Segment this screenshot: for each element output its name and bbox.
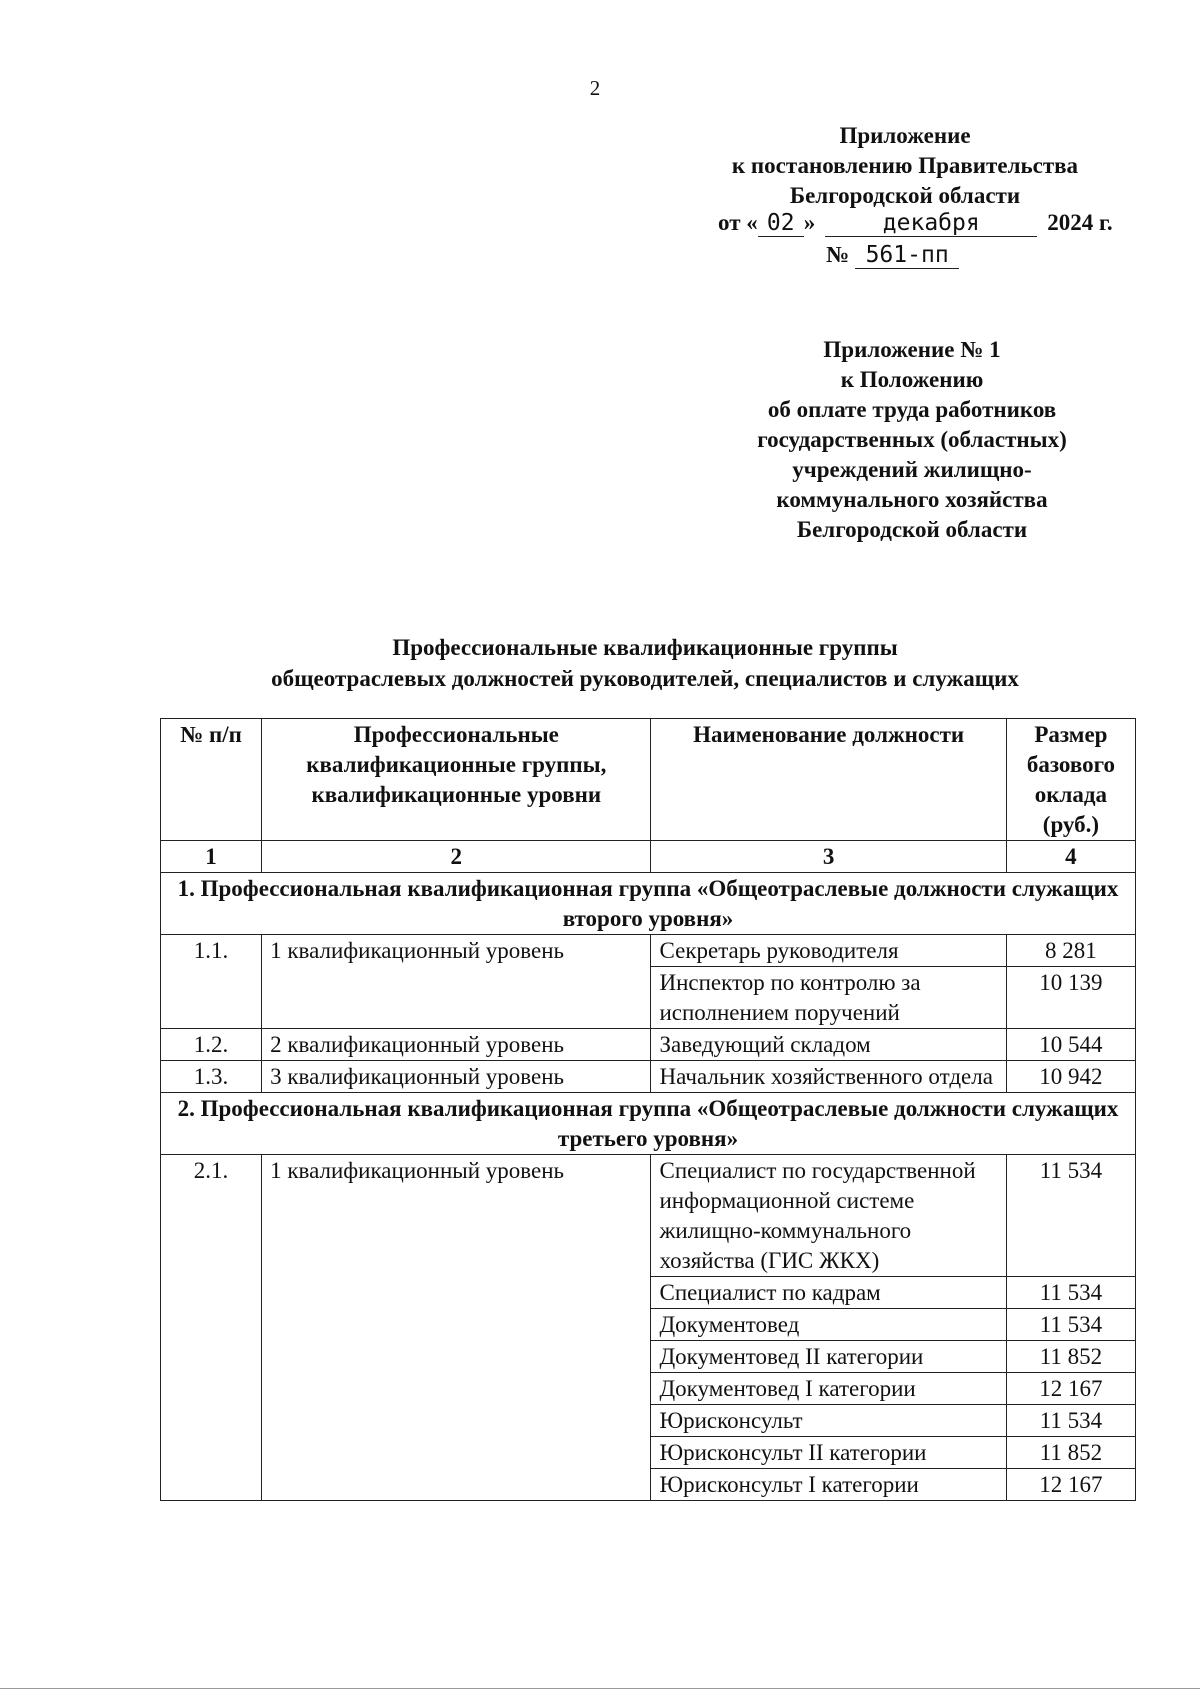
col-number: 2: [262, 841, 651, 873]
appendix2-line: Белгородской области: [796, 517, 1028, 542]
appendix2-line: об оплате труда работников: [767, 397, 1057, 422]
appendix-title: Приложение: [839, 123, 971, 148]
table-row: [161, 1155, 1136, 1277]
appendix2-line: коммунального хозяйства: [776, 487, 1048, 512]
title-line-2: общеотраслевых должностей руководителей, специалистов и служащих: [271, 666, 1019, 691]
row-number: 1.1.: [161, 935, 262, 1029]
row-number: 1.3.: [161, 1061, 262, 1093]
position-name: Специалист по кадрам: [651, 1277, 1006, 1309]
salary-value: 11 852: [1006, 1437, 1135, 1469]
position-name: Юрисконсульт I категории: [651, 1469, 1006, 1501]
salary-value: 12 167: [1006, 1373, 1135, 1405]
page-bottom-edge: [0, 1688, 1200, 1689]
salary-value: 12 167: [1006, 1469, 1135, 1501]
column-numbers-row: [161, 841, 1136, 873]
position-name: Документовед II категории: [651, 1341, 1006, 1373]
table-row: [161, 1029, 1136, 1061]
appendix2-line: Приложение № 1: [823, 337, 1001, 362]
position-name: Юрисконсульт: [651, 1405, 1006, 1437]
group-row: [161, 873, 1136, 935]
row-number: 2.1.: [161, 1155, 262, 1501]
table-header-row: [161, 719, 1136, 841]
page-number: 2: [589, 76, 601, 100]
salary-value: 11 534: [1006, 1309, 1135, 1341]
salary-value: 10 139: [1006, 967, 1135, 1029]
salary-value: 11 534: [1006, 1277, 1135, 1309]
appendix-date: [718, 210, 1113, 237]
salary-value: 11 534: [1006, 1155, 1135, 1277]
header-num: № п/п: [161, 719, 262, 841]
group-row: [161, 1093, 1136, 1155]
qualification-level: 3 квалификационный уровень: [262, 1061, 651, 1093]
date-mid: »: [803, 210, 816, 235]
salary-value: 11 534: [1006, 1405, 1135, 1437]
date-year: 2024 г.: [1047, 210, 1113, 235]
date-day: 02: [758, 210, 804, 237]
qualification-level: 2 квалификационный уровень: [262, 1029, 651, 1061]
appendix-number: [826, 242, 959, 269]
position-name: Документовед: [651, 1309, 1006, 1341]
position-name: Документовед I категории: [651, 1373, 1006, 1405]
number-prefix: №: [826, 242, 850, 267]
date-month: декабря: [825, 210, 1037, 237]
salary-value: 11 852: [1006, 1341, 1135, 1373]
position-name: Начальник хозяйственного отдела: [651, 1061, 1006, 1093]
appendix2-header: [728, 335, 1096, 545]
table-row: [161, 935, 1136, 967]
title-line-1: Профессиональные квалификационные группы: [392, 635, 898, 660]
position-name: Заведующий складом: [651, 1029, 1006, 1061]
salary-value: 10 544: [1006, 1029, 1135, 1061]
appendix2-line: к Положению: [840, 367, 984, 392]
position-name: Специалист по государственной информационной системе жилищно-коммунального хозяйства (ГИС ЖКХ): [651, 1155, 1006, 1277]
header-position: Наименование должности: [651, 719, 1006, 841]
salary-value: 10 942: [1006, 1061, 1135, 1093]
appendix2-line: учреждений жилищно-: [792, 457, 1032, 482]
table-row: [161, 1061, 1136, 1093]
group-title: 1. Профессиональная квалификационная группа «Общеотраслевые должности служащих второго уровня»: [161, 873, 1136, 935]
header-groups: Профессиональные квалификационные группы, квалификационные уровни: [262, 719, 651, 841]
appendix-header: [690, 121, 1120, 211]
col-number: 1: [161, 841, 262, 873]
salary-table: [160, 718, 1136, 1501]
header-salary: Размер базового оклада (руб.): [1006, 719, 1135, 841]
position-name: Секретарь руководителя: [651, 935, 1006, 967]
salary-value: 8 281: [1006, 935, 1135, 967]
col-number: 4: [1006, 841, 1135, 873]
date-prefix: от «: [718, 210, 758, 235]
appendix2-line: государственных (областных): [757, 427, 1067, 452]
appendix-line: Белгородской области: [789, 183, 1021, 208]
position-name: Инспектор по контролю за исполнением поручений: [651, 967, 1006, 1029]
group-title: 2. Профессиональная квалификационная группа «Общеотраслевые должности служащих третьего уровня»: [161, 1093, 1136, 1155]
document-title: [150, 632, 1140, 694]
appendix-line: к постановлению Правительства: [731, 153, 1079, 178]
row-number: 1.2.: [161, 1029, 262, 1061]
document-number: 561-пп: [855, 242, 959, 269]
position-name: Юрисконсульт II категории: [651, 1437, 1006, 1469]
qualification-level: 1 квалификационный уровень: [262, 1155, 651, 1501]
col-number: 3: [651, 841, 1006, 873]
qualification-level: 1 квалификационный уровень: [262, 935, 651, 1029]
